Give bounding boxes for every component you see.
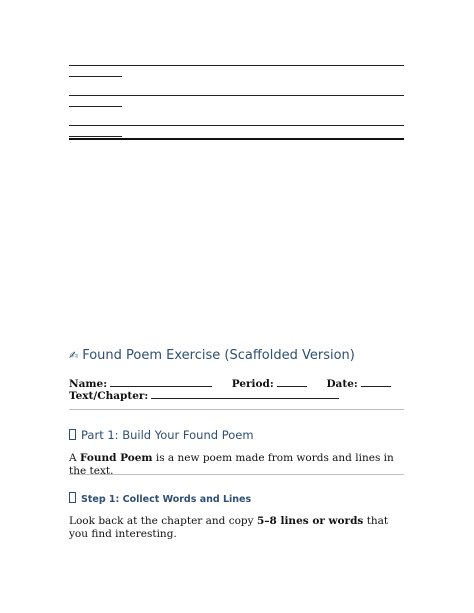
exercise-title [69, 348, 355, 363]
writing-line [69, 95, 404, 96]
text-chapter-row [69, 388, 339, 402]
definition-term: Found Poem [79, 452, 153, 464]
period-label: Period: [231, 378, 274, 390]
step1-heading-text: Step 1: Collect Words and Lines [81, 494, 252, 505]
box-icon [69, 492, 76, 503]
definition-text-start: A [69, 452, 77, 464]
step1-heading [69, 492, 251, 505]
horizontal-rule [69, 409, 404, 410]
pencil-icon: ✍ [69, 349, 79, 362]
horizontal-rule [69, 474, 404, 475]
date-label: Date: [326, 378, 358, 390]
period-blank[interactable] [277, 376, 307, 387]
box-icon [69, 429, 76, 440]
text-chapter-blank[interactable] [151, 388, 339, 399]
writing-line [69, 65, 404, 66]
step1-text-start: Look back at the chapter and copy [69, 515, 254, 527]
writing-line [69, 125, 404, 126]
exercise-title-text: Found Poem Exercise (Scaffolded Version) [82, 348, 355, 363]
definition-text-end: is a new poem made from words and lines in the text. [69, 452, 394, 477]
text-chapter-label: Text/Chapter: [69, 390, 149, 402]
step1-quantity: 5–8 lines or words [256, 515, 364, 527]
date-blank[interactable] [361, 376, 391, 387]
writing-line-short [69, 106, 122, 107]
step1-text-end: that you find interesting. [69, 515, 389, 540]
part1-heading [69, 428, 254, 442]
section-divider-line [69, 138, 404, 140]
part1-heading-text: Part 1: Build Your Found Poem [81, 428, 254, 442]
writing-line-short [69, 136, 122, 137]
writing-line-short [69, 76, 122, 77]
step1-instructions [69, 515, 409, 541]
name-label: Name: [69, 378, 108, 390]
name-blank[interactable] [110, 376, 212, 387]
